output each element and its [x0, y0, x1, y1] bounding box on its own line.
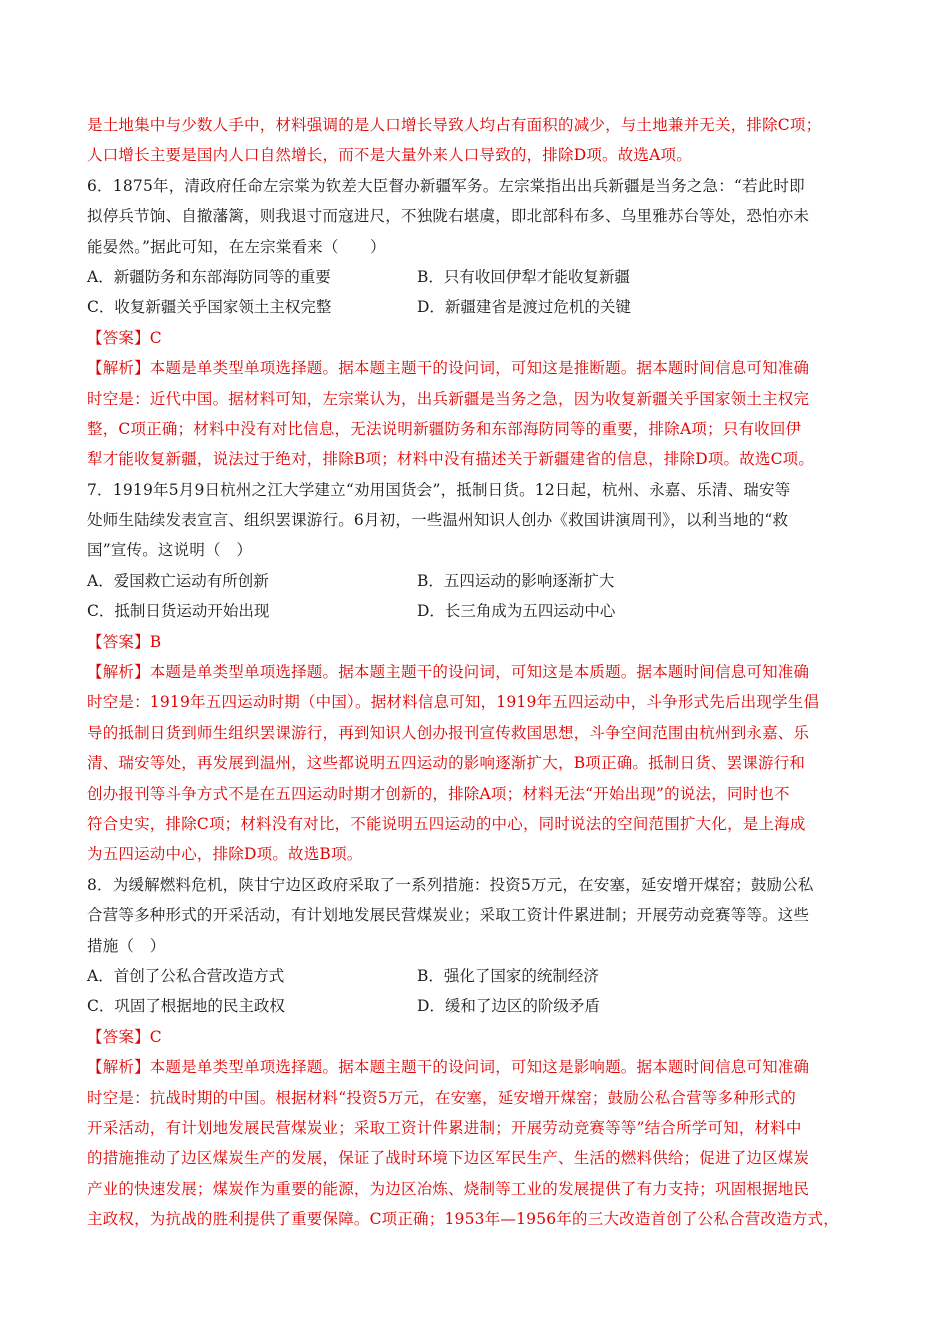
options-row	[87, 566, 877, 596]
analysis-line: 的措施推动了边区煤炭生产的发展，保证了战时环境下边区军民生产、生活的燃料供给；促进了边区煤炭	[87, 1149, 810, 1168]
option-c: C．抵制日货运动开始出现	[87, 602, 270, 621]
analysis-line: 主政权，为抗战的胜利提供了重要保障。C项正确；1953年—1956年的三大改造首创了公私合营改造方式，	[87, 1210, 839, 1229]
intro-line: 人口增长主要是国内人口自然增长，而不是大量外来人口导致的，排除D项。故选A项。	[87, 146, 692, 165]
question-stem-line: 合营等多种形式的开采活动，有计划地发展民营煤炭业；采取工资计件累进制；开展劳动竞赛等等。这些	[87, 906, 810, 925]
document-page	[87, 110, 877, 1234]
intro-analysis	[87, 110, 877, 171]
question-6	[87, 171, 877, 475]
option-a: A．首创了公私合营改造方式	[87, 966, 285, 985]
question-8	[87, 870, 877, 1235]
question-stem-line: 能晏然。”据此可知，在左宗棠看来（ ）	[87, 237, 386, 256]
analysis-line: 开采活动，有计划地发展民营煤炭业；采取工资计件累进制；开展劳动竞赛等等”结合所学可知，材料中	[87, 1118, 802, 1137]
answer: 【答案】C	[87, 1027, 162, 1046]
option-b: B．强化了国家的统制经济	[417, 966, 599, 985]
option-b: B．五四运动的影响逐渐扩大	[417, 571, 615, 590]
question-stem-line: 处师生陆续发表宣言、组织罢课游行。6月初，一些温州知识人创办《救国讲演周刊》，以利当地的“救	[87, 511, 789, 530]
analysis-line: 时空是：抗战时期的中国。根据材料“投资5万元，在安塞，延安增开煤窑；鼓励公私合营等多种形式的	[87, 1088, 796, 1107]
intro-line: 是土地集中与少数人手中，材料强调的是人口增长导致人均占有面积的减少，与土地兼并无关，排除C项；	[87, 116, 822, 134]
answer: 【答案】C	[87, 328, 162, 347]
analysis-line: 创办报刊等斗争方式不是在五四运动时期才创新的，排除A项；材料无法“开始出现”的说法，同时也不	[87, 784, 790, 803]
question-stem-line: 拟停兵节饷、自撤藩篱，则我退寸而寇进尺，不独陇右堪虞，即北部科布多、乌里雅苏台等处，恐怕亦未	[87, 207, 810, 226]
analysis-line: 时空是：1919年五四运动时期（中国）。据材料信息可知，1919年五四运动中，斗争形式先后出现学生倡	[87, 693, 820, 712]
analysis-line: 犁才能收复新疆，说法过于绝对，排除B项；材料中没有描述关于新疆建省的信息，排除D项。故选C项。	[87, 450, 815, 469]
analysis-line: 清、瑞安等处，再发展到温州，这些都说明五四运动的影响逐渐扩大，B项正确。抵制日货、罢课游行和	[87, 754, 806, 773]
option-d: D．长三角成为五四运动中心	[417, 602, 616, 621]
question-stem-line: 7．1919年5月9日杭州之江大学建立“劝用国货会”，抵制日货。12日起，杭州、永嘉、乐清、瑞安等	[87, 480, 791, 499]
analysis-line: 导的抵制日货到师生组织罢课游行，再到知识人创办报刊宣传救国思想，斗争空间范围由杭州到永嘉、乐	[87, 723, 810, 742]
option-d: D．新疆建省是渡过危机的关键	[417, 298, 631, 317]
analysis-line: 时空是：近代中国。据材料可知，左宗棠认为，出兵新疆是当务之急，因为收复新疆关乎国家领土主权完	[87, 389, 810, 408]
option-a: A．爱国救亡运动有所创新	[87, 571, 269, 590]
question-7	[87, 475, 877, 870]
answer: 【答案】B	[87, 632, 162, 651]
analysis-line: 【解析】本题是单类型单项选择题。据本题主题干的设问词，可知这是本质题。据本题时间信息可知准确	[87, 663, 810, 682]
analysis-line: 【解析】本题是单类型单项选择题。据本题主题干的设问词，可知这是影响题。据本题时间信息可知准确	[87, 1058, 810, 1077]
options-row	[87, 262, 877, 292]
option-b: B．只有收回伊犁才能收复新疆	[417, 267, 630, 286]
question-stem-line: 8．为缓解燃料危机，陕甘宁边区政府采取了一系列措施：投资5万元，在安塞，延安增开煤窑；鼓励公私	[87, 875, 814, 894]
question-stem-line: 6．1875年，清政府任命左宗棠为钦差大臣督办新疆军务。左宗棠指出出兵新疆是当务之急：“若此时即	[87, 176, 805, 195]
options-row	[87, 292, 877, 322]
question-stem-line: 国”宣传。这说明（ ）	[87, 541, 253, 560]
question-stem-line: 措施（ ）	[87, 936, 166, 955]
option-a: A．新疆防务和东部海防同等的重要	[87, 267, 331, 286]
analysis-line: 产业的快速发展；煤炭作为重要的能源，为边区冶炼、烧制等工业的发展提供了有力支持；巩固根据地民	[87, 1179, 810, 1198]
options-row	[87, 961, 877, 991]
analysis-line: 符合史实，排除C项；材料没有对比，不能说明五四运动的中心，同时说法的空间范围扩大化，是上海成	[87, 814, 806, 833]
options-row	[87, 991, 877, 1021]
analysis-line: 为五四运动中心，排除D项。故选B项。	[87, 845, 363, 864]
analysis-line: 整，C项正确；材料中没有对比信息，无法说明新疆防务和东部海防同等的重要，排除A项；只有收回伊	[87, 419, 802, 438]
options-row	[87, 596, 877, 626]
option-c: C．收复新疆关乎国家领土主权完整	[87, 298, 332, 317]
analysis-line: 【解析】本题是单类型单项选择题。据本题主题干的设问词，可知这是推断题。据本题时间信息可知准确	[87, 359, 810, 378]
option-d: D．缓和了边区的阶级矛盾	[417, 997, 600, 1016]
option-c: C．巩固了根据地的民主政权	[87, 997, 285, 1016]
